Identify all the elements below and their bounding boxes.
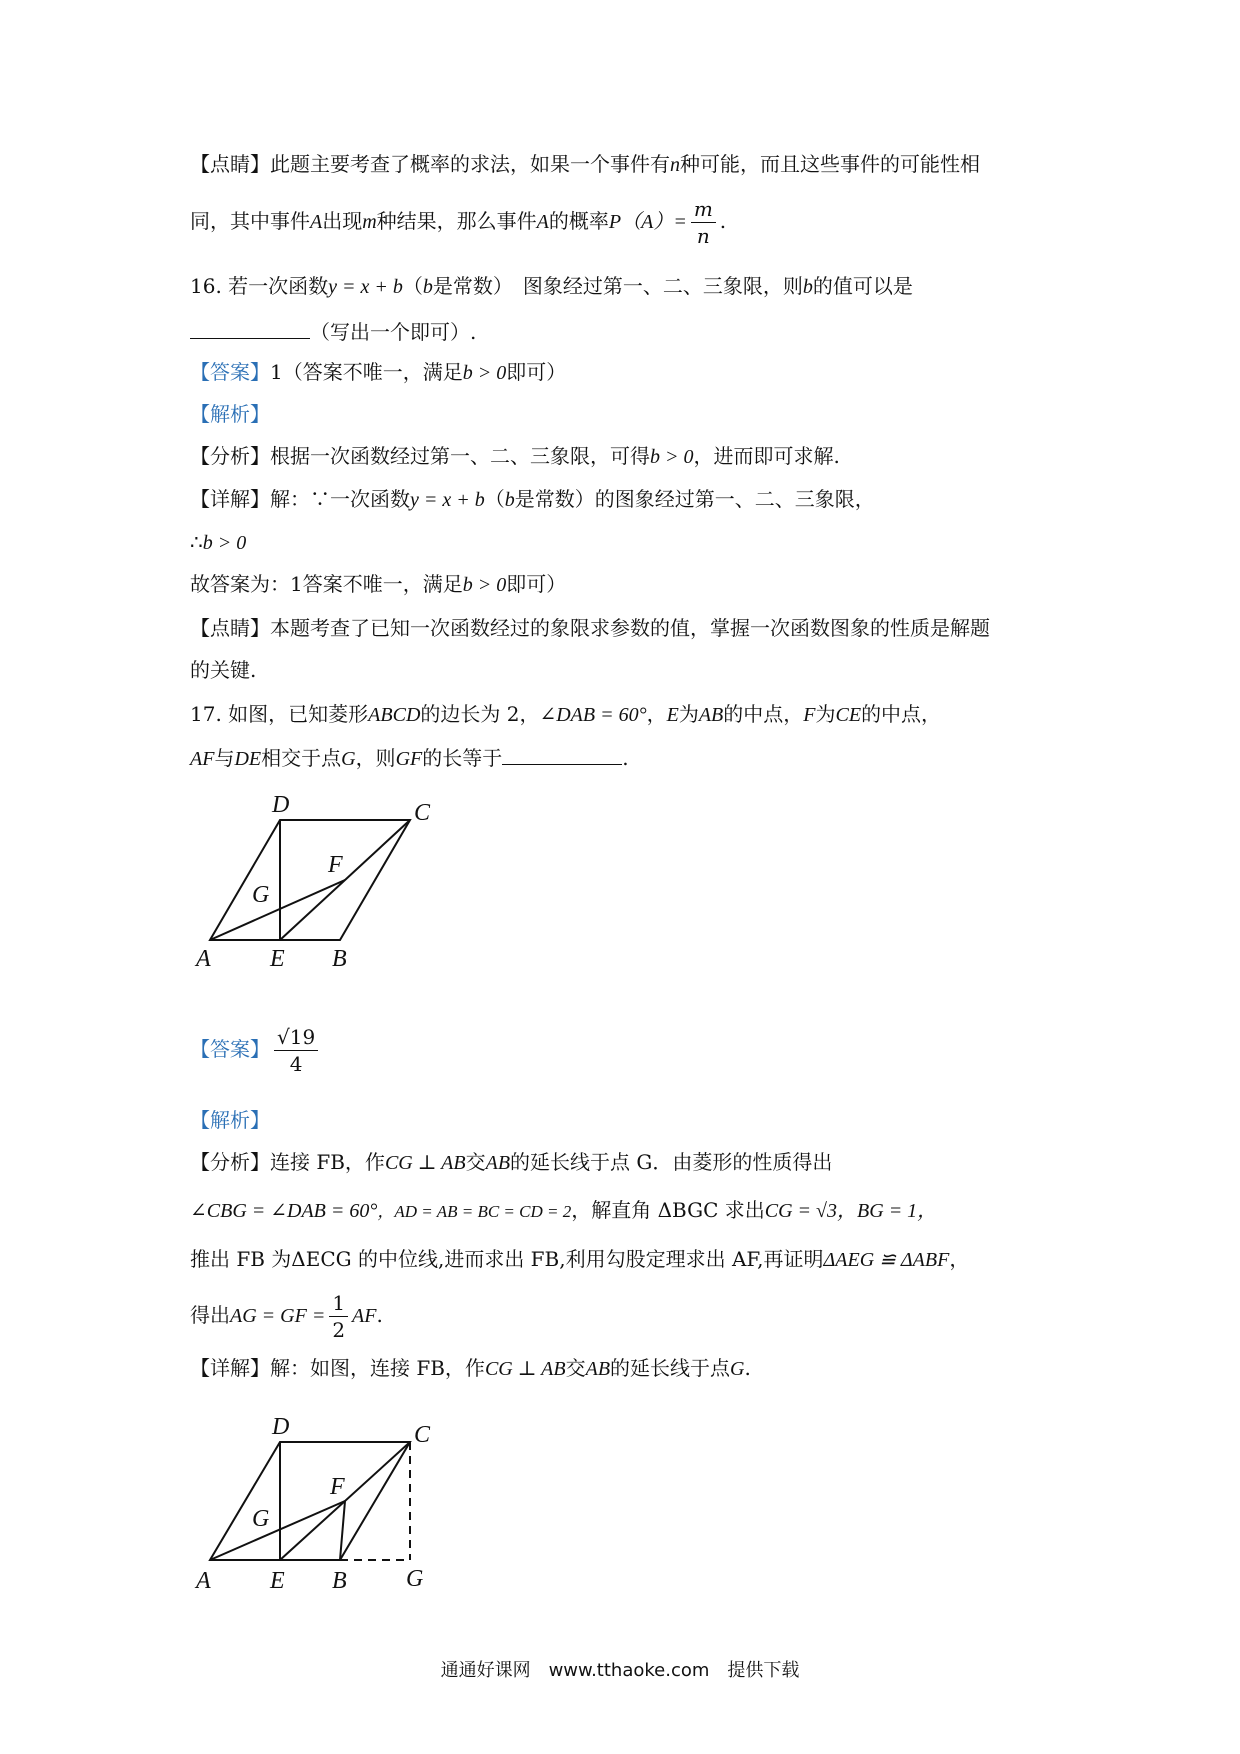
answer-blank <box>190 318 310 339</box>
q17-fenxi-line4: 得出AG = GF = $\frac{1}{2}$ AF. <box>190 1291 383 1342</box>
label-a: A <box>196 1568 211 1594</box>
q16-stem-line1: 16. 若一次函数y = x + b（b是常数） 图象经过第一、二、三象限，则b的值可以是 <box>190 274 913 298</box>
q17-answer: 【答案】 $\frac{√19}{4}$ <box>190 1024 322 1077</box>
label-b: B <box>332 946 347 970</box>
label-c: C <box>414 1422 431 1448</box>
q16-point-line2: 的关键. <box>190 658 257 682</box>
label-f: F <box>328 852 343 878</box>
q17-fenxi-line1: 【分析】连接 FB，作CG ⊥ AB交AB的延长线于点 G．由菱形的性质得出 <box>190 1150 833 1174</box>
q16-detail: 【详解】解：∵一次函数y = x + b（b是常数）的图象经过第一、二、三象限， <box>190 487 875 511</box>
label-e: E <box>270 1568 285 1594</box>
label-b: B <box>332 1568 347 1594</box>
probability-fraction: $\frac{m}{n}$ <box>691 196 716 249</box>
q17-fenxi-line3: 推出 FB 为ΔECG 的中位线,进而求出 FB,利用勾股定理求出 AF,再证明ΔAEG ≌ ΔABF， <box>190 1247 970 1271</box>
rhombus-outline <box>210 820 410 940</box>
q17-detail: 【详解】解：如图，连接 FB，作CG ⊥ AB交AB的延长线于点G. <box>190 1356 751 1380</box>
q16-therefore: ∴b > 0 <box>190 530 247 554</box>
label-g: G <box>252 882 270 908</box>
label-g: G <box>252 1506 270 1532</box>
q16-analysis-tag: 【解析】 <box>190 402 270 426</box>
p15-point-line2: 同，其中事件A出现m种结果，那么事件A的概率P（A）= $\frac{m}{n}$ . <box>190 197 727 248</box>
q16-final: 故答案为：1答案不唯一，满足b > 0即可） <box>190 572 567 596</box>
label-e: E <box>270 946 285 970</box>
answer-fraction: $\frac{√19}{4}$ <box>274 1024 318 1077</box>
q16-point-line1: 【点睛】本题考查了已知一次函数经过的象限求参数的值，掌握一次函数图象的性质是解题 <box>190 616 990 640</box>
q17-stem-line2: AF与DE相交于点G，则GF的长等于 . <box>190 746 629 770</box>
segment-af <box>210 1501 345 1560</box>
q16-stem-line2: （写出一个即可）. <box>190 318 476 346</box>
q16-answer: 【答案】1（答案不唯一，满足b > 0即可） <box>190 360 567 384</box>
label-g2: G <box>406 1566 424 1592</box>
q16-fenxi: 【分析】根据一次函数经过第一、二、三象限，可得b > 0，进而即可求解. <box>190 444 840 468</box>
rhombus-figure-2 <box>190 1408 450 1598</box>
point-tag: 【点睛】 <box>190 152 270 176</box>
q17-analysis-tag: 【解析】 <box>190 1108 270 1132</box>
label-c: C <box>414 800 431 826</box>
segment-af <box>210 880 345 940</box>
page-footer: 通通好课网 www.tthaoke.com 提供下载 <box>440 1660 800 1681</box>
q17-stem-line1: 17. 如图，已知菱形ABCD的边长为 2，∠DAB = 60°，E为AB的中点，F为CE的中点， <box>190 702 942 726</box>
label-a: A <box>196 946 211 970</box>
label-d: D <box>272 792 290 818</box>
rhombus-figure-1 <box>190 790 450 970</box>
q17-fenxi-line2: ∠CBG = ∠DAB = 60°，AD = AB = BC = CD = 2，解直角 ΔBGC 求出CG = √3，BG = 1， <box>190 1198 938 1222</box>
label-d: D <box>272 1414 290 1440</box>
label-f: F <box>330 1474 345 1500</box>
half-fraction: $\frac{1}{2}$ <box>329 1290 348 1343</box>
rhombus-outline <box>210 1442 410 1560</box>
p15-point-line1: 【点睛】此题主要考查了概率的求法，如果一个事件有n种可能，而且这些事件的可能性相 <box>190 152 980 176</box>
